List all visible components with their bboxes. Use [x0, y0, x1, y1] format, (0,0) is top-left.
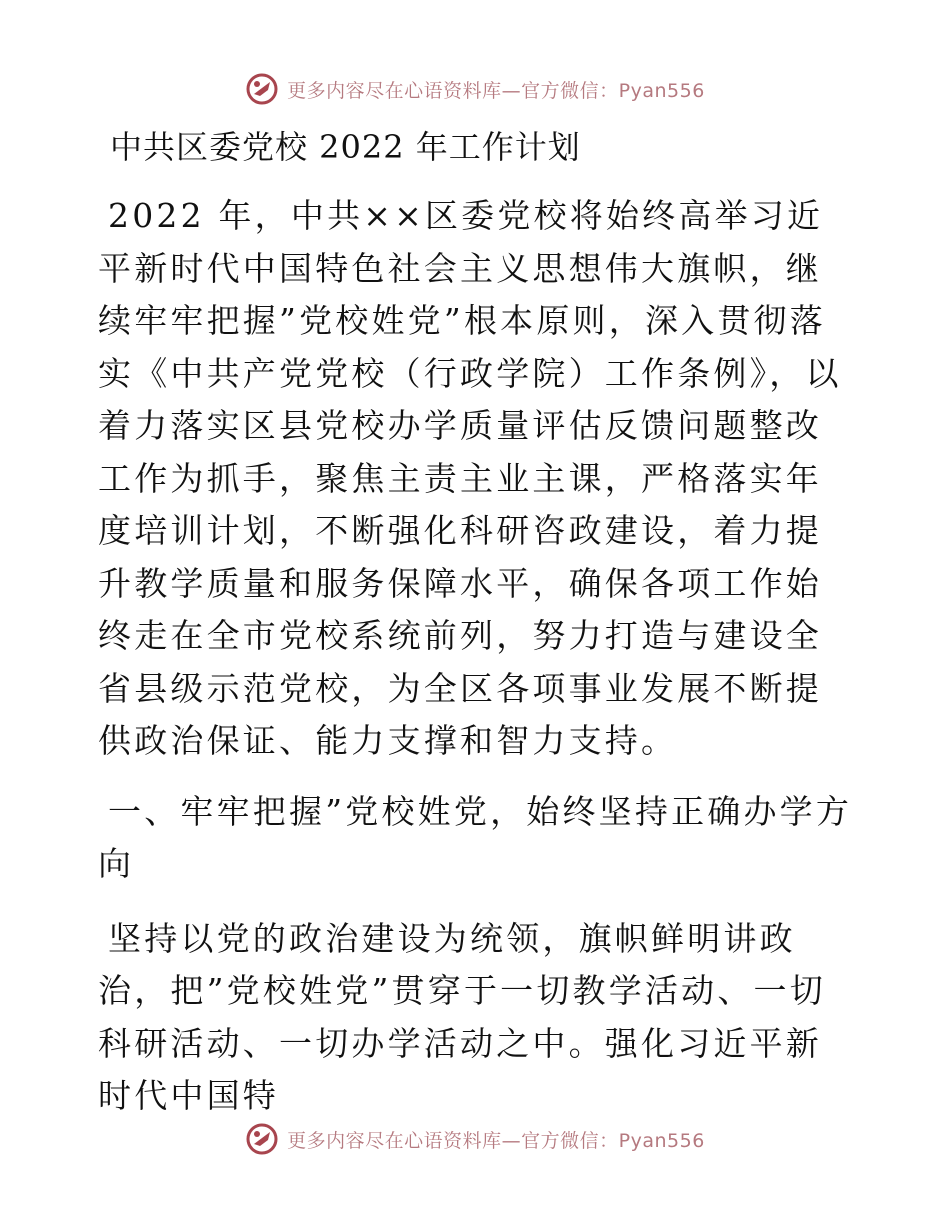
- footer-watermark: [0, 1122, 950, 1156]
- watermark-text: 更多内容尽在心语资料库—官方微信：Pyan556: [287, 79, 705, 102]
- section-paragraph: 坚持以党的政治建设为统领，旗帜鲜明讲政治，把”党校姓党”贯穿于一切教学活动、一切科研活动、一切办学活动之中。强化习近平新时代中国特: [98, 918, 826, 1115]
- document-body: [98, 118, 858, 1123]
- watermark-text: 更多内容尽在心语资料库—官方微信：Pyan556: [287, 1129, 705, 1152]
- document-title: 中共区委党校 2022 年工作计划: [110, 128, 581, 166]
- seal-logo-icon: [245, 72, 279, 106]
- seal-logo-icon: [245, 1122, 279, 1156]
- intro-paragraph: 2022 年，中共××区委党校将始终高举习近平新时代中国特色社会主义思想伟大旗帜，继续牢牢把握”党校姓党”根本原则，深入贯彻落实《中共产党党校（行政学院）工作条例》，以着力落实区县党校办学质量评估反馈问题整改工作为抓手，聚焦主责主业主课，严格落实年度培训计划，不断强化科研咨政建设，着力提升教学质量和服务保障水平，确保各项工作始终走在全市党校系统前列，努力打造与建设全省县级示范党校，为全区各项事业发展不断提供政治保证、能力支撑和智力支持。: [98, 196, 842, 760]
- header-watermark: [0, 72, 950, 106]
- section-heading: 一、牢牢把握”党校姓党，始终坚持正确办学方向: [98, 791, 853, 883]
